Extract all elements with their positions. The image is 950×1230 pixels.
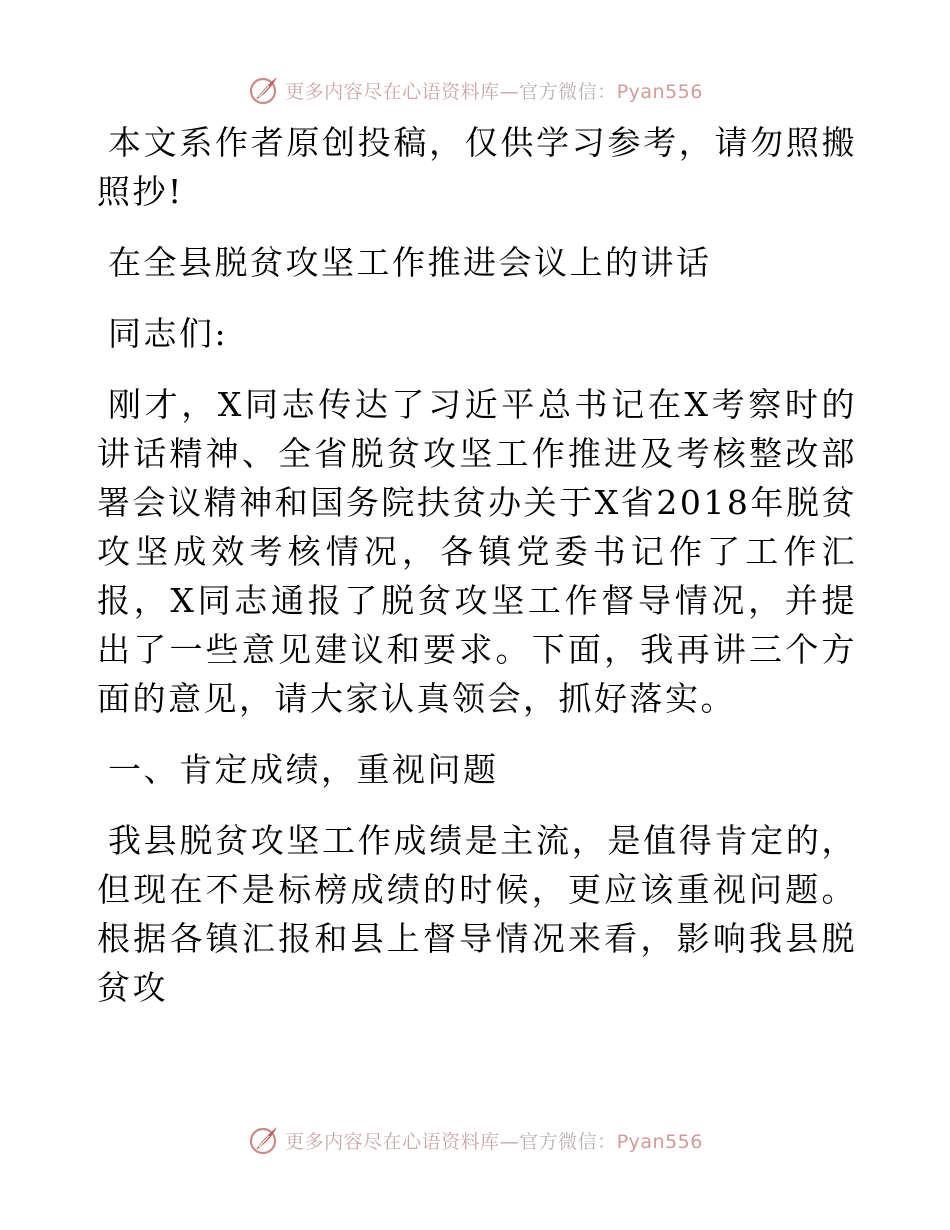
document-title: 在全县脱贫攻坚工作推进会议上的讲话 (108, 243, 712, 282)
document-body (97, 118, 857, 1034)
quill-pen-logo-icon (247, 1123, 281, 1157)
quill-pen-logo-icon (247, 73, 281, 107)
watermark-text: 更多内容尽在心语资料库—官方微信：Pyan556 (285, 80, 703, 103)
header-watermark-banner (0, 70, 950, 110)
section-heading-1: 一、肯定成绩，重视问题 (108, 750, 499, 789)
copyright-notice: 本文系作者原创投稿，仅供学习参考，请勿照搬照抄! (97, 123, 857, 211)
intro-paragraph: 刚才，X同志传达了习近平总书记在X考察时的讲话精神、全省脱贫攻坚工作推进及考核整改部署会议精神和国务院扶贫办关于X省2018年脱贫攻坚成效考核情况，各镇党委书记作了工作汇报，X同志通报了脱贫攻坚工作督导情况，并提出了一些意见建议和要求。下面，我再讲三个方面的意见，请大家认真领会，抓好落实。 (97, 385, 857, 718)
watermark-text: 更多内容尽在心语资料库—官方微信：Pyan556 (285, 1130, 703, 1153)
salutation: 同志们: (108, 314, 229, 353)
footer-watermark-banner (0, 1120, 950, 1160)
section-body-1: 我县脱贫攻坚工作成绩是主流，是值得肯定的，但现在不是标榜成绩的时候，更应该重视问题。根据各镇汇报和县上督导情况来看，影响我县脱贫攻 (97, 821, 857, 1007)
